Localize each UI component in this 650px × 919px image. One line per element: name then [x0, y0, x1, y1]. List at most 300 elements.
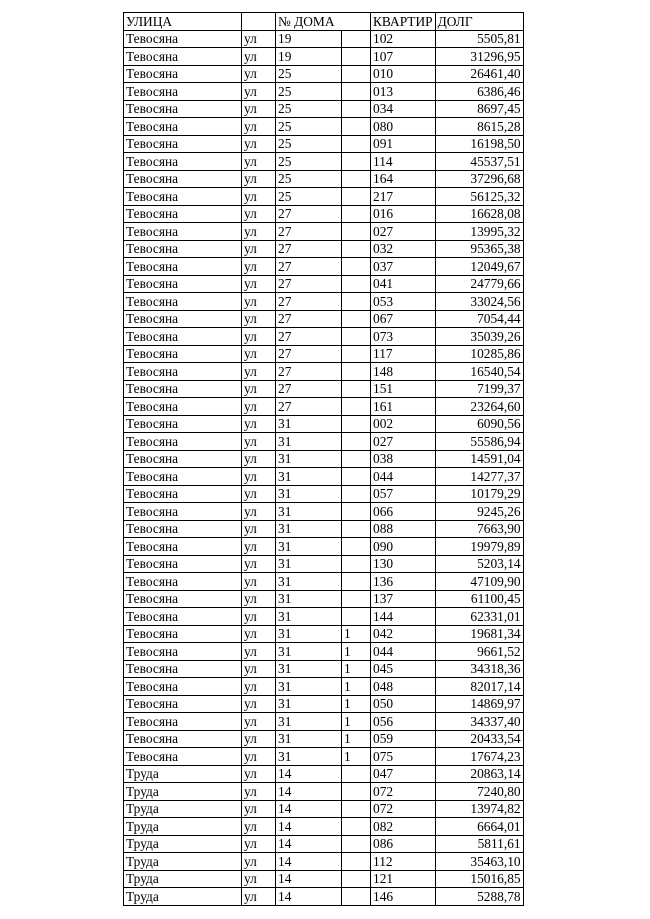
table-row	[124, 433, 524, 451]
apartment-cell: 114	[371, 153, 436, 171]
debt-cell: 6386,46	[435, 83, 523, 101]
street-cell: Тевосяна	[124, 48, 242, 66]
house-number-cell: 31	[276, 695, 342, 713]
table-row	[124, 240, 524, 258]
street-type-cell: ул	[242, 713, 276, 731]
building-cell	[342, 765, 371, 783]
debt-cell: 5203,14	[435, 555, 523, 573]
street-type-cell: ул	[242, 800, 276, 818]
apartment-cell: 066	[371, 503, 436, 521]
house-number-cell: 19	[276, 48, 342, 66]
street-type-cell: ул	[242, 380, 276, 398]
house-number-cell: 31	[276, 660, 342, 678]
street-cell: Тевосяна	[124, 153, 242, 171]
building-cell	[342, 118, 371, 136]
table-row	[124, 765, 524, 783]
table-row	[124, 135, 524, 153]
house-number-cell: 27	[276, 205, 342, 223]
table-row	[124, 835, 524, 853]
street-cell: Тевосяна	[124, 538, 242, 556]
street-type-cell: ул	[242, 660, 276, 678]
debt-cell: 9661,52	[435, 643, 523, 661]
table-row	[124, 153, 524, 171]
apartment-cell: 107	[371, 48, 436, 66]
house-number-cell: 31	[276, 503, 342, 521]
table-row	[124, 450, 524, 468]
building-cell	[342, 275, 371, 293]
street-cell: Тевосяна	[124, 30, 242, 48]
table-header	[124, 13, 524, 31]
street-type-cell: ул	[242, 153, 276, 171]
street-cell: Труда	[124, 835, 242, 853]
debt-cell: 24779,66	[435, 275, 523, 293]
building-cell	[342, 783, 371, 801]
table-row	[124, 345, 524, 363]
table-row	[124, 853, 524, 871]
table-row	[124, 660, 524, 678]
table-row	[124, 118, 524, 136]
debt-cell: 10285,86	[435, 345, 523, 363]
apartment-cell: 082	[371, 818, 436, 836]
apartment-cell: 075	[371, 748, 436, 766]
debt-cell: 34337,40	[435, 713, 523, 731]
building-cell	[342, 328, 371, 346]
building-cell	[342, 30, 371, 48]
table-row	[124, 783, 524, 801]
street-type-cell: ул	[242, 485, 276, 503]
house-number-cell: 31	[276, 450, 342, 468]
apartment-cell: 034	[371, 100, 436, 118]
house-number-cell: 14	[276, 800, 342, 818]
house-number-cell: 31	[276, 520, 342, 538]
debt-cell: 7199,37	[435, 380, 523, 398]
street-cell: Тевосяна	[124, 310, 242, 328]
street-cell: Тевосяна	[124, 608, 242, 626]
house-number-cell: 27	[276, 398, 342, 416]
debt-cell: 7663,90	[435, 520, 523, 538]
apartment-cell: 130	[371, 555, 436, 573]
street-cell: Тевосяна	[124, 118, 242, 136]
header-house-number: № ДОМА	[276, 13, 371, 31]
apartment-cell: 027	[371, 223, 436, 241]
street-type-cell: ул	[242, 765, 276, 783]
building-cell	[342, 818, 371, 836]
building-cell	[342, 135, 371, 153]
debt-cell: 17674,23	[435, 748, 523, 766]
apartment-cell: 048	[371, 678, 436, 696]
debt-cell: 34318,36	[435, 660, 523, 678]
debt-cell: 7054,44	[435, 310, 523, 328]
street-cell: Труда	[124, 818, 242, 836]
apartment-cell: 161	[371, 398, 436, 416]
house-number-cell: 14	[276, 818, 342, 836]
street-type-cell: ул	[242, 678, 276, 696]
street-cell: Тевосяна	[124, 240, 242, 258]
street-type-cell: ул	[242, 398, 276, 416]
table-row	[124, 485, 524, 503]
house-number-cell: 31	[276, 625, 342, 643]
apartment-cell: 102	[371, 30, 436, 48]
house-number-cell: 31	[276, 433, 342, 451]
table-row	[124, 870, 524, 888]
street-type-cell: ул	[242, 135, 276, 153]
apartment-cell: 067	[371, 310, 436, 328]
house-number-cell: 31	[276, 643, 342, 661]
building-cell	[342, 83, 371, 101]
street-cell: Тевосяна	[124, 100, 242, 118]
street-cell: Тевосяна	[124, 748, 242, 766]
apartment-cell: 137	[371, 590, 436, 608]
debt-cell: 23264,60	[435, 398, 523, 416]
apartment-cell: 112	[371, 853, 436, 871]
header-debt: ДОЛГ	[435, 13, 523, 31]
street-type-cell: ул	[242, 450, 276, 468]
street-cell: Тевосяна	[124, 433, 242, 451]
street-type-cell: ул	[242, 363, 276, 381]
debt-cell: 33024,56	[435, 293, 523, 311]
street-cell: Труда	[124, 888, 242, 906]
street-cell: Тевосяна	[124, 345, 242, 363]
house-number-cell: 31	[276, 415, 342, 433]
apartment-cell: 042	[371, 625, 436, 643]
house-number-cell: 27	[276, 363, 342, 381]
building-cell	[342, 538, 371, 556]
house-number-cell: 14	[276, 835, 342, 853]
table-row	[124, 100, 524, 118]
debt-cell: 56125,32	[435, 188, 523, 206]
house-number-cell: 27	[276, 380, 342, 398]
street-cell: Труда	[124, 783, 242, 801]
house-number-cell: 27	[276, 310, 342, 328]
house-number-cell: 31	[276, 555, 342, 573]
building-cell	[342, 888, 371, 906]
street-cell: Тевосяна	[124, 485, 242, 503]
building-cell	[342, 800, 371, 818]
building-cell	[342, 258, 371, 276]
building-cell	[342, 100, 371, 118]
apartment-cell: 072	[371, 783, 436, 801]
table-row	[124, 590, 524, 608]
street-cell: Тевосяна	[124, 398, 242, 416]
debt-cell: 16628,08	[435, 205, 523, 223]
debt-table	[123, 12, 524, 906]
house-number-cell: 31	[276, 468, 342, 486]
table-body	[124, 30, 524, 905]
debt-cell: 20433,54	[435, 730, 523, 748]
debt-cell: 8615,28	[435, 118, 523, 136]
street-cell: Тевосяна	[124, 380, 242, 398]
street-type-cell: ул	[242, 853, 276, 871]
house-number-cell: 27	[276, 258, 342, 276]
building-cell: 1	[342, 625, 371, 643]
street-type-cell: ул	[242, 328, 276, 346]
apartment-cell: 016	[371, 205, 436, 223]
table-row	[124, 555, 524, 573]
table-row	[124, 468, 524, 486]
house-number-cell: 27	[276, 240, 342, 258]
building-cell	[342, 153, 371, 171]
debt-cell: 20863,14	[435, 765, 523, 783]
apartment-cell: 059	[371, 730, 436, 748]
street-type-cell: ул	[242, 415, 276, 433]
apartment-cell: 032	[371, 240, 436, 258]
debt-cell: 55586,94	[435, 433, 523, 451]
street-cell: Тевосяна	[124, 450, 242, 468]
building-cell	[342, 170, 371, 188]
table-row	[124, 205, 524, 223]
building-cell	[342, 835, 371, 853]
apartment-cell: 047	[371, 765, 436, 783]
apartment-cell: 050	[371, 695, 436, 713]
street-type-cell: ул	[242, 170, 276, 188]
house-number-cell: 31	[276, 485, 342, 503]
building-cell	[342, 223, 371, 241]
street-cell: Тевосяна	[124, 188, 242, 206]
house-number-cell: 31	[276, 573, 342, 591]
street-cell: Тевосяна	[124, 83, 242, 101]
street-cell: Труда	[124, 765, 242, 783]
building-cell	[342, 415, 371, 433]
table-row	[124, 888, 524, 906]
street-cell: Тевосяна	[124, 730, 242, 748]
building-cell	[342, 503, 371, 521]
street-cell: Тевосяна	[124, 135, 242, 153]
building-cell	[342, 310, 371, 328]
apartment-cell: 117	[371, 345, 436, 363]
street-cell: Тевосяна	[124, 205, 242, 223]
debt-cell: 62331,01	[435, 608, 523, 626]
building-cell	[342, 520, 371, 538]
street-type-cell: ул	[242, 65, 276, 83]
apartment-cell: 037	[371, 258, 436, 276]
debt-cell: 35039,26	[435, 328, 523, 346]
apartment-cell: 057	[371, 485, 436, 503]
debt-cell: 35463,10	[435, 853, 523, 871]
table-row	[124, 643, 524, 661]
building-cell: 1	[342, 678, 371, 696]
house-number-cell: 31	[276, 538, 342, 556]
street-cell: Тевосяна	[124, 363, 242, 381]
street-type-cell: ул	[242, 258, 276, 276]
building-cell	[342, 240, 371, 258]
debt-cell: 5288,78	[435, 888, 523, 906]
debt-cell: 61100,45	[435, 590, 523, 608]
street-cell: Тевосяна	[124, 555, 242, 573]
street-cell: Тевосяна	[124, 713, 242, 731]
house-number-cell: 25	[276, 135, 342, 153]
building-cell	[342, 555, 371, 573]
street-type-cell: ул	[242, 608, 276, 626]
apartment-cell: 010	[371, 65, 436, 83]
street-cell: Тевосяна	[124, 468, 242, 486]
street-type-cell: ул	[242, 188, 276, 206]
table-row	[124, 818, 524, 836]
street-type-cell: ул	[242, 118, 276, 136]
table-row	[124, 503, 524, 521]
debt-cell: 10179,29	[435, 485, 523, 503]
building-cell	[342, 485, 371, 503]
apartment-cell: 086	[371, 835, 436, 853]
apartment-cell: 164	[371, 170, 436, 188]
house-number-cell: 27	[276, 293, 342, 311]
table-row	[124, 30, 524, 48]
house-number-cell: 14	[276, 765, 342, 783]
street-type-cell: ул	[242, 345, 276, 363]
house-number-cell: 27	[276, 223, 342, 241]
building-cell	[342, 433, 371, 451]
street-type-cell: ул	[242, 783, 276, 801]
debt-cell: 82017,14	[435, 678, 523, 696]
apartment-cell: 144	[371, 608, 436, 626]
street-type-cell: ул	[242, 293, 276, 311]
street-type-cell: ул	[242, 205, 276, 223]
table-row	[124, 380, 524, 398]
debt-cell: 14277,37	[435, 468, 523, 486]
house-number-cell: 19	[276, 30, 342, 48]
table-row	[124, 748, 524, 766]
apartment-cell: 146	[371, 888, 436, 906]
street-cell: Тевосяна	[124, 590, 242, 608]
building-cell: 1	[342, 660, 371, 678]
house-number-cell: 14	[276, 853, 342, 871]
building-cell: 1	[342, 730, 371, 748]
debt-cell: 7240,80	[435, 783, 523, 801]
street-type-cell: ул	[242, 240, 276, 258]
house-number-cell: 25	[276, 188, 342, 206]
street-type-cell: ул	[242, 30, 276, 48]
house-number-cell: 25	[276, 65, 342, 83]
table-row	[124, 363, 524, 381]
building-cell	[342, 573, 371, 591]
street-type-cell: ул	[242, 590, 276, 608]
table-row	[124, 713, 524, 731]
building-cell	[342, 853, 371, 871]
street-type-cell: ул	[242, 870, 276, 888]
table-row	[124, 275, 524, 293]
street-type-cell: ул	[242, 888, 276, 906]
debt-cell: 8697,45	[435, 100, 523, 118]
street-type-cell: ул	[242, 573, 276, 591]
apartment-cell: 044	[371, 643, 436, 661]
debt-cell: 16198,50	[435, 135, 523, 153]
debt-cell: 19681,34	[435, 625, 523, 643]
house-number-cell: 31	[276, 748, 342, 766]
building-cell: 1	[342, 748, 371, 766]
building-cell	[342, 65, 371, 83]
debt-cell: 9245,26	[435, 503, 523, 521]
apartment-cell: 090	[371, 538, 436, 556]
house-number-cell: 14	[276, 870, 342, 888]
street-cell: Тевосяна	[124, 678, 242, 696]
debt-cell: 5811,61	[435, 835, 523, 853]
house-number-cell: 14	[276, 888, 342, 906]
street-cell: Тевосяна	[124, 520, 242, 538]
house-number-cell: 25	[276, 83, 342, 101]
table-row	[124, 258, 524, 276]
street-type-cell: ул	[242, 223, 276, 241]
street-type-cell: ул	[242, 48, 276, 66]
house-number-cell: 31	[276, 590, 342, 608]
house-number-cell: 31	[276, 713, 342, 731]
table-row	[124, 188, 524, 206]
building-cell	[342, 205, 371, 223]
street-type-cell: ул	[242, 83, 276, 101]
house-number-cell: 31	[276, 608, 342, 626]
street-cell: Тевосяна	[124, 293, 242, 311]
building-cell	[342, 870, 371, 888]
table-row	[124, 520, 524, 538]
table-row	[124, 328, 524, 346]
street-cell: Тевосяна	[124, 625, 242, 643]
header-apartment: КВАРТИР	[371, 13, 436, 31]
street-type-cell: ул	[242, 538, 276, 556]
house-number-cell: 27	[276, 345, 342, 363]
apartment-cell: 073	[371, 328, 436, 346]
street-type-cell: ул	[242, 818, 276, 836]
street-cell: Тевосяна	[124, 65, 242, 83]
debt-cell: 16540,54	[435, 363, 523, 381]
table-row	[124, 538, 524, 556]
street-type-cell: ул	[242, 748, 276, 766]
table-row	[124, 48, 524, 66]
street-cell: Тевосяна	[124, 258, 242, 276]
apartment-cell: 151	[371, 380, 436, 398]
debt-cell: 45537,51	[435, 153, 523, 171]
debt-cell: 31296,95	[435, 48, 523, 66]
street-type-cell: ул	[242, 310, 276, 328]
apartment-cell: 136	[371, 573, 436, 591]
header-type	[242, 13, 276, 31]
debt-cell: 6664,01	[435, 818, 523, 836]
building-cell	[342, 363, 371, 381]
street-type-cell: ул	[242, 503, 276, 521]
debt-cell: 14591,04	[435, 450, 523, 468]
table-row	[124, 625, 524, 643]
header-row	[124, 13, 524, 31]
building-cell	[342, 380, 371, 398]
house-number-cell: 25	[276, 118, 342, 136]
street-cell: Тевосяна	[124, 275, 242, 293]
debt-cell: 14869,97	[435, 695, 523, 713]
apartment-cell: 053	[371, 293, 436, 311]
apartment-cell: 080	[371, 118, 436, 136]
street-cell: Тевосяна	[124, 415, 242, 433]
table-row	[124, 65, 524, 83]
table-row	[124, 310, 524, 328]
house-number-cell: 14	[276, 783, 342, 801]
debt-cell: 19979,89	[435, 538, 523, 556]
street-type-cell: ул	[242, 835, 276, 853]
street-type-cell: ул	[242, 433, 276, 451]
debt-cell: 6090,56	[435, 415, 523, 433]
apartment-cell: 121	[371, 870, 436, 888]
street-type-cell: ул	[242, 100, 276, 118]
table-row	[124, 83, 524, 101]
header-street: УЛИЦА	[124, 13, 242, 31]
house-number-cell: 25	[276, 100, 342, 118]
building-cell	[342, 188, 371, 206]
street-cell: Тевосяна	[124, 503, 242, 521]
street-cell: Тевосяна	[124, 660, 242, 678]
street-cell: Тевосяна	[124, 328, 242, 346]
house-number-cell: 27	[276, 275, 342, 293]
building-cell	[342, 590, 371, 608]
table-row	[124, 678, 524, 696]
apartment-cell: 091	[371, 135, 436, 153]
house-number-cell: 31	[276, 678, 342, 696]
table-row	[124, 800, 524, 818]
debt-cell: 47109,90	[435, 573, 523, 591]
